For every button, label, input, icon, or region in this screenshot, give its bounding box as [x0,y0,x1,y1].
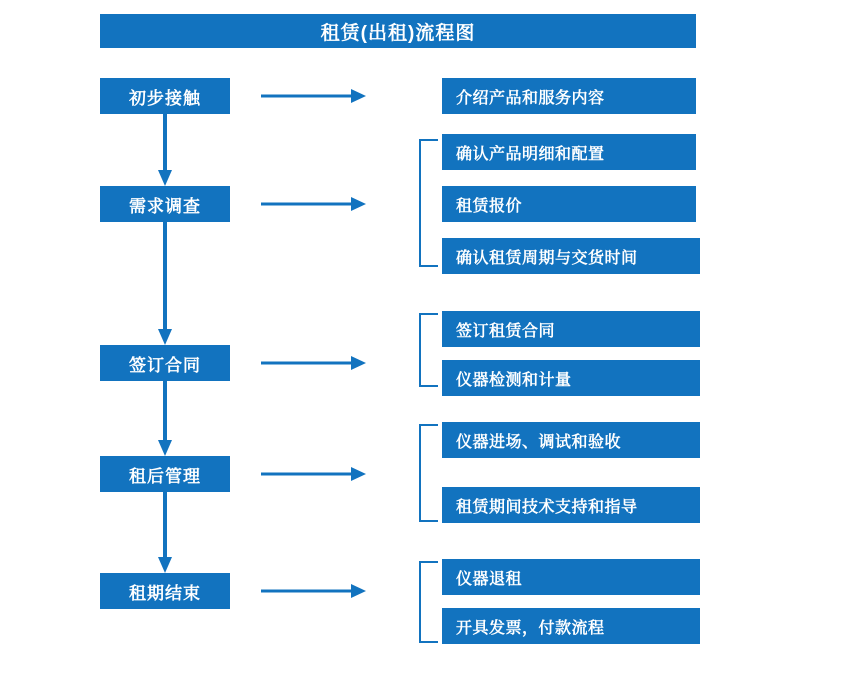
bracket-group-2 [416,138,438,268]
detail-label: 仪器退租 [456,570,523,588]
bracket-group-5 [416,560,438,644]
detail-label: 确认产品明细和配置 [456,145,605,163]
horizontal-arrow-3 [261,356,366,370]
bracket-group-3 [416,312,438,388]
stage-label: 租后管理 [129,466,201,486]
stage-label: 签订合同 [129,355,201,375]
stage-box-4[interactable] [100,456,230,492]
stage-box-1[interactable] [100,78,230,114]
detail-box-3[interactable] [442,186,696,222]
detail-box-9[interactable] [442,559,700,595]
detail-label: 签订租赁合同 [456,322,556,340]
stage-box-3[interactable] [100,345,230,381]
stage-box-5[interactable] [100,573,230,609]
stage-label: 需求调查 [129,196,201,216]
vertical-arrow-2-3 [158,222,172,345]
detail-label: 仪器检测和计量 [456,371,572,389]
detail-label: 确认租赁周期与交货时间 [456,249,638,267]
detail-box-10[interactable] [442,608,700,644]
detail-box-1[interactable] [442,78,696,114]
detail-label: 租赁期间技术支持和指导 [456,498,638,516]
detail-box-4[interactable] [442,238,700,274]
detail-label: 租赁报价 [456,197,523,215]
vertical-arrow-4-5 [158,492,172,573]
detail-box-7[interactable] [442,422,700,458]
vertical-arrow-1-2 [158,114,172,186]
page-title: 租赁(出租)流程图 [100,14,696,48]
horizontal-arrow-4 [261,467,366,481]
stage-box-2[interactable] [100,186,230,222]
detail-label: 仪器进场、调试和验收 [456,433,622,451]
vertical-arrow-3-4 [158,381,172,456]
detail-box-2[interactable] [442,134,696,170]
detail-label: 介绍产品和服务内容 [456,89,605,107]
stage-label: 初步接触 [129,88,201,108]
detail-label: 开具发票，付款流程 [456,619,605,637]
horizontal-arrow-1 [261,89,366,103]
stage-label: 租期结束 [129,583,201,603]
bracket-group-4 [416,423,438,523]
horizontal-arrow-2 [261,197,366,211]
horizontal-arrow-5 [261,584,366,598]
detail-box-8[interactable] [442,487,700,523]
detail-box-5[interactable] [442,311,700,347]
detail-box-6[interactable] [442,360,700,396]
